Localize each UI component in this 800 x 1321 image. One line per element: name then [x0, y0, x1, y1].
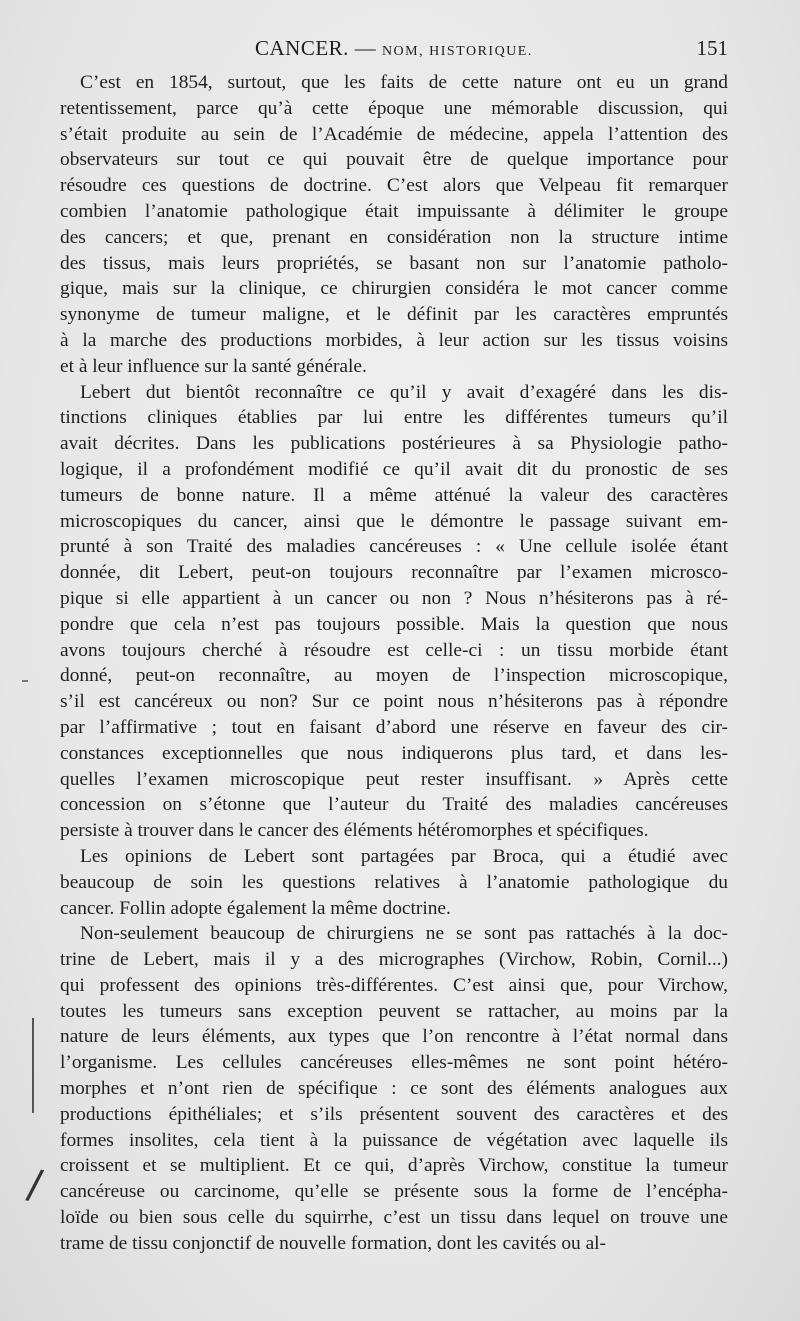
text-line: par l’affirmative ; tout en faisant d’abord une réserve en faveur des cir- — [60, 716, 728, 738]
text-line: avait décrites. Dans les publications postérieures à sa Physiologie patho- — [60, 433, 728, 455]
text-line: formes insolites, cela tient à la puissance de végétation avec laquelle ils — [60, 1129, 728, 1151]
text-line: constances exceptionnelles que nous indiquerons plus tard, et dans les- — [60, 742, 728, 764]
text-line: résoudre ces questions de doctrine. C’est alors que Velpeau fit remarquer — [60, 175, 728, 197]
text-line: productions épithéliales; et s’ils présentent souvent des caractères et des — [60, 1103, 728, 1125]
paragraph — [60, 921, 728, 1256]
text-line: loïde ou bien sous celle du squirrhe, c’est un tissu dans lequel on trouve une — [60, 1207, 728, 1229]
text-line: trame de tissu conjonctif de nouvelle formation, dont les cavités ou al- — [60, 1232, 607, 1254]
margin-slash-mark: / — [24, 1161, 46, 1209]
body-text — [60, 70, 728, 1257]
text-line: nature de leurs éléments, aux types que l’on rencontre à l’état normal dans — [60, 1026, 728, 1048]
text-line: qui professent des opinions très-différentes. C’est ainsi que, pour Virchow, — [60, 974, 728, 996]
text-line: gique, mais sur la clinique, ce chirurgien considéra le mot cancer comme — [60, 278, 728, 300]
text-line: logique, il a profondément modifié ce qu’il avait dit du pronostic de ses — [60, 458, 728, 480]
text-line: donné, peut-on reconnaître, au moyen de l’inspection microscopique, — [60, 665, 728, 687]
paragraph — [60, 844, 728, 921]
paragraph — [60, 380, 728, 844]
text-line: concession on s’étonne que l’auteur du Traité des maladies cancéreuses — [60, 794, 728, 816]
text-line: donnée, dit Lebert, peut-on toujours reconnaître par l’examen microsco- — [60, 562, 728, 584]
header-separator: — — [354, 36, 377, 60]
text-line: morphes et n’ont rien de spécifique : ce sont des éléments analogues aux — [60, 1078, 728, 1100]
text-line: des tissus, mais leurs propriétés, se basant non sur l’anatomie patholo- — [60, 252, 728, 274]
header-subtitle: NOM, HISTORIQUE. — [381, 44, 533, 59]
margin-pencil-line — [32, 1018, 34, 1113]
text-line: avons toujours cherché à résoudre est celle-ci : un tissu morbide étant — [60, 639, 728, 661]
header-title: CANCER. — [255, 36, 349, 60]
text-line: Lebert dut bientôt reconnaître ce qu’il y avait d’exagéré dans les dis- — [80, 381, 728, 403]
text-line: C’est en 1854, surtout, que les faits de cette nature ont eu un grand — [80, 72, 728, 93]
paragraph — [60, 70, 728, 380]
text-line: tinctions cliniques établies par lui entre les différentes tumeurs qu’il — [60, 407, 728, 429]
text-line: l’organisme. Les cellules cancéreuses elles-mêmes ne sont point hétéro- — [60, 1052, 728, 1074]
text-line: persiste à trouver dans le cancer des éléments hétéromorphes et spécifiques. — [60, 820, 649, 842]
text-line: cancer. Follin adopte également la même doctrine. — [60, 897, 451, 919]
text-line: quelles l’examen microscopique peut rester insuffisant. » Après cette — [60, 768, 728, 790]
text-line: Non-seulement beaucoup de chirurgiens ne se sont pas rattachés à la doc- — [80, 923, 728, 945]
text-line: combien l’anatomie pathologique était impuissante à délimiter le groupe — [60, 200, 728, 222]
text-line: des cancers; et que, prenant en considération non la structure intime — [60, 226, 728, 248]
text-line: microscopiques du cancer, ainsi que le démontre le passage suivant em- — [60, 510, 728, 532]
running-header — [60, 36, 728, 66]
text-line: retentissement, parce qu’à cette époque une mémorable discussion, qui — [60, 97, 728, 119]
text-line: et à leur influence sur la santé générale. — [60, 355, 367, 377]
text-line: s’était produite au sein de l’Académie de médecine, appela l’attention des — [60, 123, 728, 145]
text-line: s’il est cancéreux ou non? Sur ce point nous n’hésiterons pas à répondre — [60, 691, 728, 713]
running-head — [255, 36, 533, 61]
text-line: Les opinions de Lebert sont partagées par Broca, qui a étudié avec — [80, 845, 728, 867]
text-line: toutes les tumeurs sans exception peuvent se rattacher, au moins par la — [60, 1000, 728, 1022]
text-line: trine de Lebert, mais il y a des micrographes (Virchow, Robin, Cornil...) — [60, 949, 728, 971]
margin-dash-mark — [22, 680, 28, 682]
page-number: 151 — [696, 36, 728, 60]
text-line: synonyme de tumeur maligne, et le définit par les caractères empruntés — [60, 304, 728, 326]
text-line: cancéreuse ou carcinome, qu’elle se présente sous la forme de l’encépha- — [60, 1181, 728, 1203]
text-line: pondre que cela n’est pas toujours possible. Mais la question que nous — [60, 613, 728, 635]
text-line: croissent et se multiplient. Et ce qui, d’après Virchow, constitue la tumeur — [60, 1155, 728, 1177]
text-line: beaucoup de soin les questions relatives à l’anatomie pathologique du — [60, 871, 728, 893]
text-line: tumeurs de bonne nature. Il a même atténué la valeur des caractères — [60, 484, 728, 506]
text-line: prunté à son Traité des maladies cancéreuses : « Une cellule isolée étant — [60, 536, 728, 558]
text-line: pique si elle appartient à un cancer ou non ? Nous n’hésiterons pas à ré- — [60, 587, 728, 609]
text-line: observateurs sur tout ce qui pouvait être de quelque importance pour — [60, 149, 728, 171]
text-line: à la marche des productions morbides, à leur action sur les tissus voisins — [60, 329, 728, 351]
